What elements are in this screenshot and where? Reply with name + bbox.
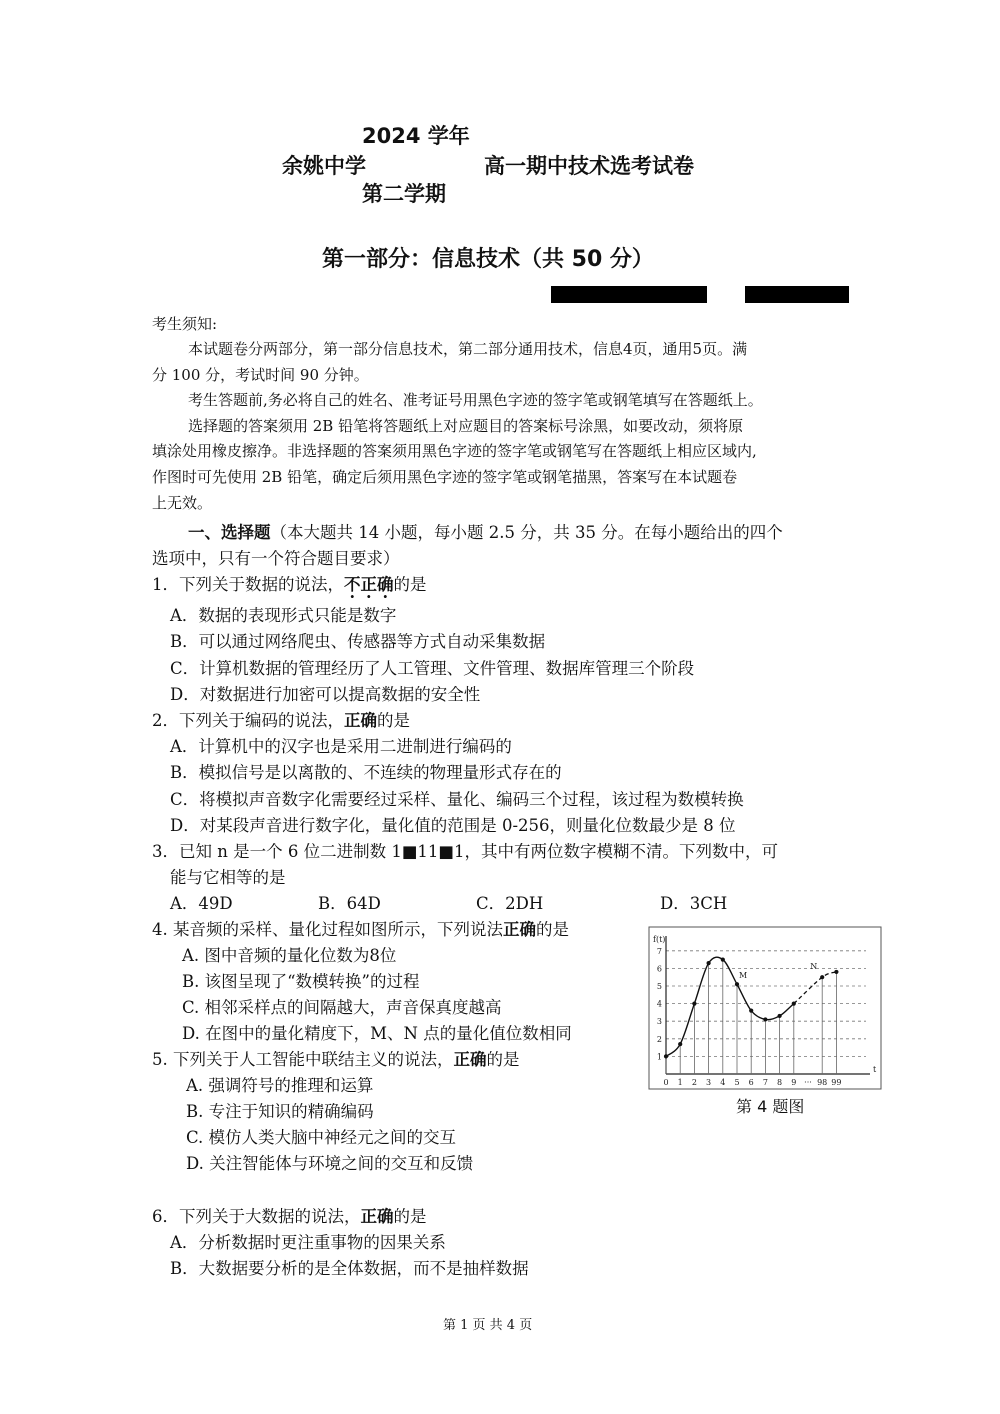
y-tick-label: 7 bbox=[656, 946, 662, 956]
x-tick-label: 7 bbox=[762, 1078, 768, 1087]
redaction-bar bbox=[745, 286, 849, 303]
question-text: 6．下列关于大数据的说法， bbox=[152, 1207, 361, 1226]
x-tick-label: 2 bbox=[691, 1078, 697, 1087]
x-tick-label: 98 bbox=[817, 1078, 828, 1087]
x-tick-label: 3 bbox=[706, 1078, 712, 1087]
q5-option-b: B. 专注于知识的精确编码 bbox=[186, 1102, 374, 1121]
emphasis-text: 正确 bbox=[344, 711, 377, 730]
question-text: 5. 下列关于人工智能中联结主义的说法， bbox=[152, 1050, 454, 1069]
sample-point bbox=[792, 1002, 796, 1006]
q1-option-c: C．计算机数据的管理经历了人工管理、文件管理、数据库管理三个阶段 bbox=[170, 659, 695, 678]
question-text: 的是 bbox=[393, 1207, 427, 1226]
y-tick-label: 3 bbox=[656, 1017, 662, 1027]
q4-waveform-chart bbox=[648, 926, 882, 1090]
notice-line: 本试题卷分两部分，第一部分信息技术，第二部分通用技术，信息4页，通用5页。满 bbox=[188, 340, 748, 358]
notice-line: 选择题的答案须用 2B 铅笔将答题纸上对应题目的答案标号涂黑，如要改动，须将原 bbox=[188, 417, 744, 435]
semester: 第二学期 bbox=[362, 182, 446, 206]
q6-option-b: B．大数据要分析的是全体数据，而不是抽样数据 bbox=[170, 1259, 529, 1278]
redaction-bar bbox=[551, 286, 707, 303]
y-tick-label: 6 bbox=[656, 964, 662, 974]
q1-option-d: D．对数据进行加密可以提高数据的安全性 bbox=[170, 685, 481, 704]
section-desc: （本大题共 14 小题，每小题 2.5 分，共 35 分。在每小题给出的四个 bbox=[270, 523, 783, 542]
question-text: 2．下列关于编码的说法， bbox=[152, 711, 344, 730]
emphasis-text: 正确 bbox=[453, 1050, 487, 1069]
notice-line: 作图时可先使用 2B 铅笔，确定后须用黑色字迹的签字笔或钢笔描黑，答案写在本试题卷 bbox=[152, 468, 738, 486]
question-text: 4. 某音频的采样、量化过程如图所示，下列说法 bbox=[152, 920, 503, 939]
q5-option-d: D. 关注智能体与环境之间的交互和反馈 bbox=[186, 1154, 474, 1173]
q6-option-a: A．分析数据时更注重事物的因果关系 bbox=[170, 1233, 446, 1252]
point-label-m: M bbox=[739, 971, 748, 981]
q3-option-b: B．64D bbox=[318, 894, 381, 913]
q4-option-c: C. 相邻采样点的间隔越大，声音保真度越高 bbox=[182, 998, 502, 1017]
x-axis-label: t bbox=[873, 1065, 877, 1074]
x-tick-label: 0 bbox=[663, 1078, 669, 1087]
q3-option-c: C．2DH bbox=[476, 894, 544, 913]
question-3-stem: 3．已知 n 是一个 6 位二进制数 1■11■1，其中有两位数字模糊不清。下列数中，可 bbox=[152, 842, 779, 861]
y-tick-label: 4 bbox=[656, 999, 662, 1009]
question-3-stem-cont: 能与它相等的是 bbox=[170, 868, 286, 887]
sample-point bbox=[678, 1042, 682, 1046]
question-text: 下列关于数据的说法， bbox=[179, 575, 344, 594]
q2-option-d: D．对某段声音进行数字化，量化值的范围是 0-256，则量化位数最少是 8 位 bbox=[170, 816, 736, 835]
school-name: 余姚中学 bbox=[282, 154, 366, 178]
question-2-stem bbox=[152, 707, 410, 731]
emphasis-text: 正确 bbox=[360, 1207, 394, 1226]
q4-option-d: D. 在图中的量化精度下，M、N 点的量化值位数相同 bbox=[182, 1024, 572, 1043]
q4-option-b: B. 该图呈现了“数模转换”的过程 bbox=[182, 972, 420, 991]
point-label-n: N bbox=[810, 962, 818, 972]
emphasis-char: 正 bbox=[360, 575, 377, 594]
emphasis-char: 不 bbox=[344, 575, 361, 594]
notice-line: 上无效。 bbox=[152, 494, 213, 512]
q1-option-b: B．可以通过网络爬虫、传感器等方式自动采集数据 bbox=[170, 632, 546, 651]
x-tick-label: 4 bbox=[720, 1078, 726, 1087]
y-axis-label: f(t) bbox=[653, 935, 666, 944]
q3-option-a: A．49D bbox=[170, 894, 233, 913]
x-tick-label: 6 bbox=[748, 1078, 754, 1087]
sample-point bbox=[834, 970, 838, 974]
x-tick-label: 8 bbox=[777, 1078, 783, 1087]
notice-line: 填涂处用橡皮擦净。非选择题的答案须用黑色字迹的签字笔或钢笔写在答题纸上相应区域内, bbox=[152, 442, 757, 460]
q5-option-a: A. 强调符号的推理和运算 bbox=[186, 1076, 374, 1095]
sample-point bbox=[721, 958, 725, 962]
section-desc-cont: 选项中，只有一个符合题目要求） bbox=[152, 549, 400, 568]
notice-line: 考生答题前,务必将自己的姓名、准考证号用黑色字迹的签字笔或钢笔填写在答题纸上。 bbox=[188, 391, 763, 409]
emphasis-text: 正确 bbox=[503, 920, 536, 939]
q2-option-c: C．将模拟声音数字化需要经过采样、量化、编码三个过程，该过程为数模转换 bbox=[170, 790, 744, 809]
question-text: 的是 bbox=[486, 1050, 520, 1069]
notice-line: 分 100 分，考试时间 90 分钟。 bbox=[152, 366, 369, 384]
sample-point bbox=[664, 1054, 668, 1058]
q2-option-b: B．模拟信号是以离散的、不连续的物理量形式存在的 bbox=[170, 763, 562, 782]
q4-option-a: A. 图中音频的量化位数为8位 bbox=[182, 946, 397, 965]
question-6-stem bbox=[152, 1203, 427, 1227]
y-tick-label: 5 bbox=[656, 982, 662, 991]
q5-option-c: C. 模仿人类大脑中神经元之间的交互 bbox=[186, 1128, 457, 1147]
sample-point bbox=[692, 1002, 696, 1006]
y-tick-label: 1 bbox=[656, 1052, 662, 1062]
y-tick-label: 2 bbox=[656, 1034, 662, 1044]
sample-point bbox=[735, 982, 739, 986]
sample-point bbox=[707, 961, 711, 965]
notice-heading: 考生须知: bbox=[152, 315, 218, 333]
q3-option-d: D．3CH bbox=[660, 894, 728, 913]
figure-caption: 第 4 题图 bbox=[736, 1097, 805, 1116]
question-text: 的是 bbox=[393, 575, 427, 594]
sample-point bbox=[820, 975, 824, 979]
exam-year: 2024 学年 bbox=[362, 124, 470, 148]
sample-point bbox=[749, 1009, 753, 1013]
part-title: 第一部分：信息技术（共 50 分） bbox=[322, 247, 654, 272]
section-label: 一、选择题 bbox=[188, 523, 271, 542]
question-4-stem bbox=[152, 916, 569, 940]
q2-option-a: A．计算机中的汉字也是采用二进制进行编码的 bbox=[170, 737, 512, 756]
sample-point bbox=[778, 1014, 782, 1018]
q1-option-a: A．数据的表现形式只能是数字 bbox=[170, 606, 397, 625]
section-heading bbox=[188, 519, 783, 543]
emphasis-char: 确 bbox=[377, 575, 394, 594]
exam-title: 高一期中技术选考试卷 bbox=[484, 154, 694, 178]
sample-point bbox=[763, 1017, 767, 1021]
x-tick-label: 5 bbox=[734, 1078, 740, 1087]
question-text: 的是 bbox=[536, 920, 569, 939]
x-tick-label: 1 bbox=[677, 1078, 683, 1087]
question-number: 1． bbox=[152, 575, 179, 594]
question-text: 的是 bbox=[377, 711, 410, 730]
page-footer: 第 1 页 共 4 页 bbox=[443, 1318, 533, 1333]
question-1-stem bbox=[152, 571, 427, 595]
x-tick-label: 9 bbox=[791, 1078, 797, 1087]
x-tick-label: 99 bbox=[831, 1078, 842, 1087]
x-tick-label: ··· bbox=[804, 1078, 812, 1087]
question-5-stem bbox=[152, 1046, 520, 1070]
